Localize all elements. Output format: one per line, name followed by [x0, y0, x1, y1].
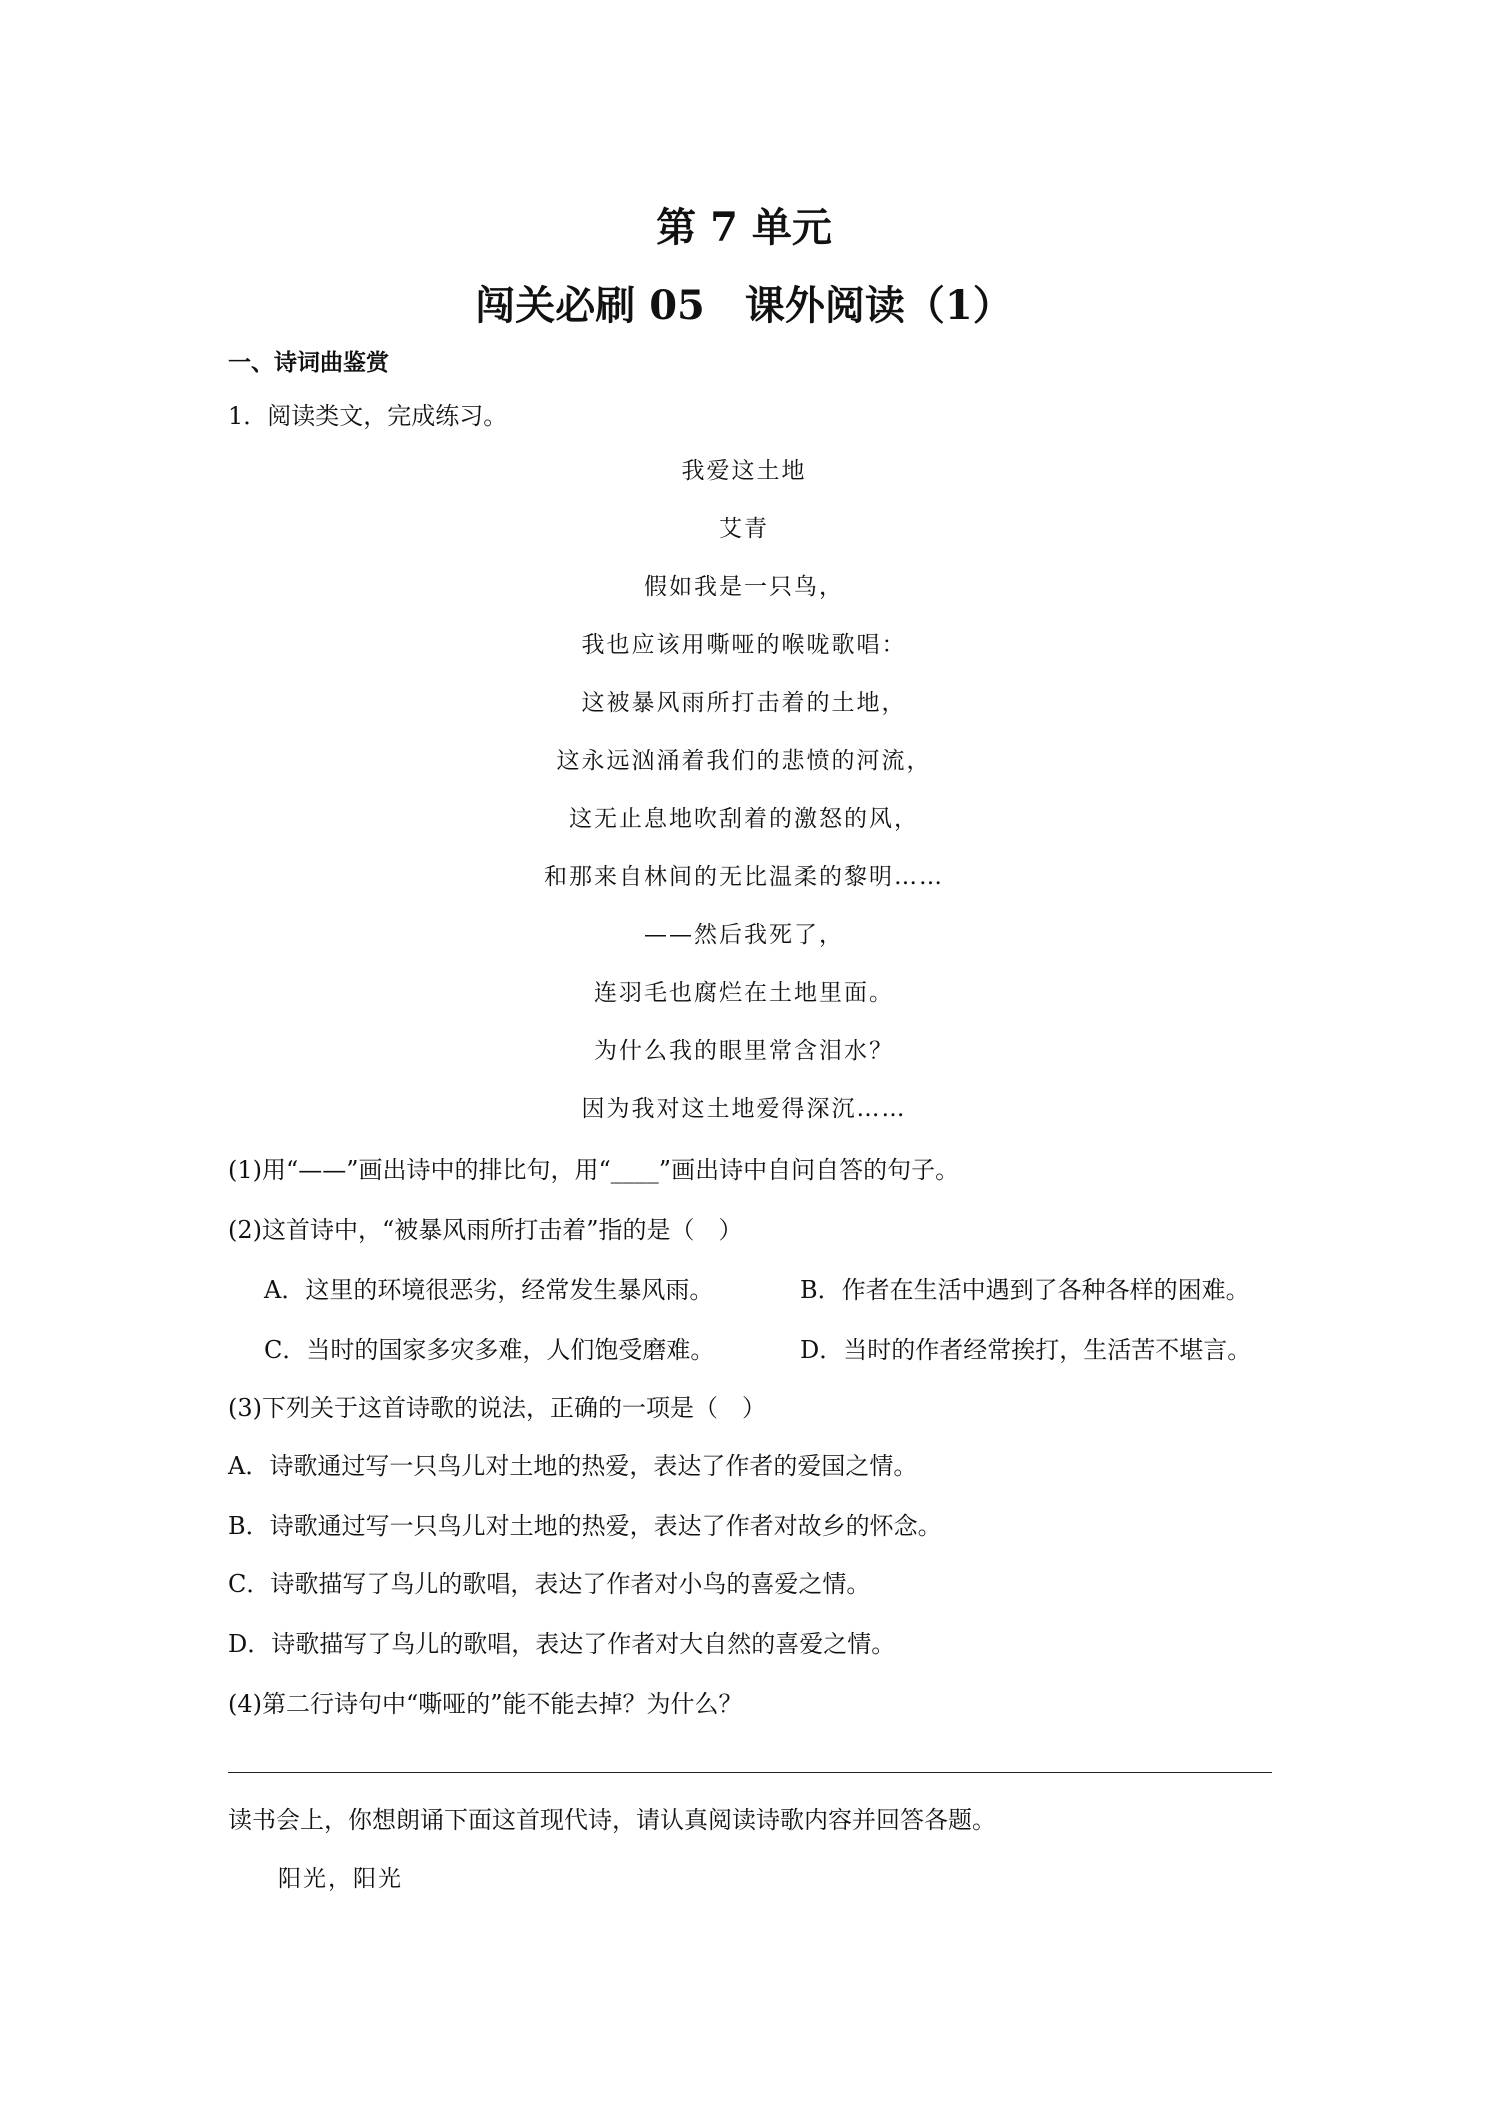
question-1-intro: 1．阅读类文，完成练习。: [228, 402, 508, 430]
section-2-intro: 读书会上，你想朗诵下面这首现代诗，请认真阅读诗歌内容并回答各题。: [228, 1806, 996, 1834]
question-1-2: (2)这首诗中，“被暴风雨所打击着”指的是（ ）: [228, 1216, 743, 1244]
option-a: A．这里的环境很恶劣，经常发生暴风雨。: [264, 1276, 714, 1304]
poem-line: 为什么我的眼里常含泪水？: [594, 1038, 894, 1064]
poem-line: 这永远汹涌着我们的悲愤的河流，: [556, 748, 932, 774]
q3-option-a: A．诗歌通过写一只鸟儿对土地的热爱，表达了作者的爱国之情。: [228, 1452, 918, 1480]
question-1-1: (1)用“——”画出诗中的排比句，用“____”画出诗中自问自答的句子。: [228, 1156, 960, 1184]
poem-line: 这无止息地吹刮着的激怒的风，: [569, 806, 919, 832]
poem-2-title: 阳光，阳光: [278, 1866, 403, 1892]
lesson-title: 闯关必刷 05 课外阅读（1）: [475, 282, 1013, 329]
option-b: B．作者在生活中遇到了各种各样的困难。: [800, 1276, 1250, 1304]
q3-option-b: B．诗歌通过写一只鸟儿对土地的热爱，表达了作者对故乡的怀念。: [228, 1512, 942, 1540]
section-heading: 一、诗词曲鉴赏: [228, 349, 389, 376]
option-d: D．当时的作者经常挨打，生活苦不堪言。: [800, 1336, 1252, 1364]
answer-line: [228, 1772, 1272, 1773]
poem-line: 和那来自林间的无比温柔的黎明……: [544, 864, 944, 890]
poem-line: 我也应该用嘶哑的喉咙歌唱：: [581, 632, 907, 658]
option-c: C．当时的国家多灾多难，人们饱受磨难。: [264, 1336, 715, 1364]
question-1-4: (4)第二行诗句中“嘶哑的”能不能去掉？为什么？: [228, 1690, 743, 1718]
poem-line: 连羽毛也腐烂在土地里面。: [594, 980, 894, 1006]
question-1-3: (3)下列关于这首诗歌的说法，正确的一项是（ ）: [228, 1394, 766, 1422]
poem-line: ——然后我死了，: [644, 922, 844, 948]
poem-line: 这被暴风雨所打击着的土地，: [581, 690, 907, 716]
q3-option-d: D．诗歌描写了鸟儿的歌唱，表达了作者对大自然的喜爱之情。: [228, 1630, 896, 1658]
poem-line: 假如我是一只鸟，: [644, 574, 844, 600]
q3-option-c: C．诗歌描写了鸟儿的歌唱，表达了作者对小鸟的喜爱之情。: [228, 1570, 871, 1598]
poem-title: 我爱这土地: [681, 458, 807, 484]
poem-line: 因为我对这土地爱得深沉……: [581, 1096, 907, 1122]
unit-title: 第 7 单元: [656, 204, 832, 251]
poem-author: 艾青: [719, 516, 769, 542]
